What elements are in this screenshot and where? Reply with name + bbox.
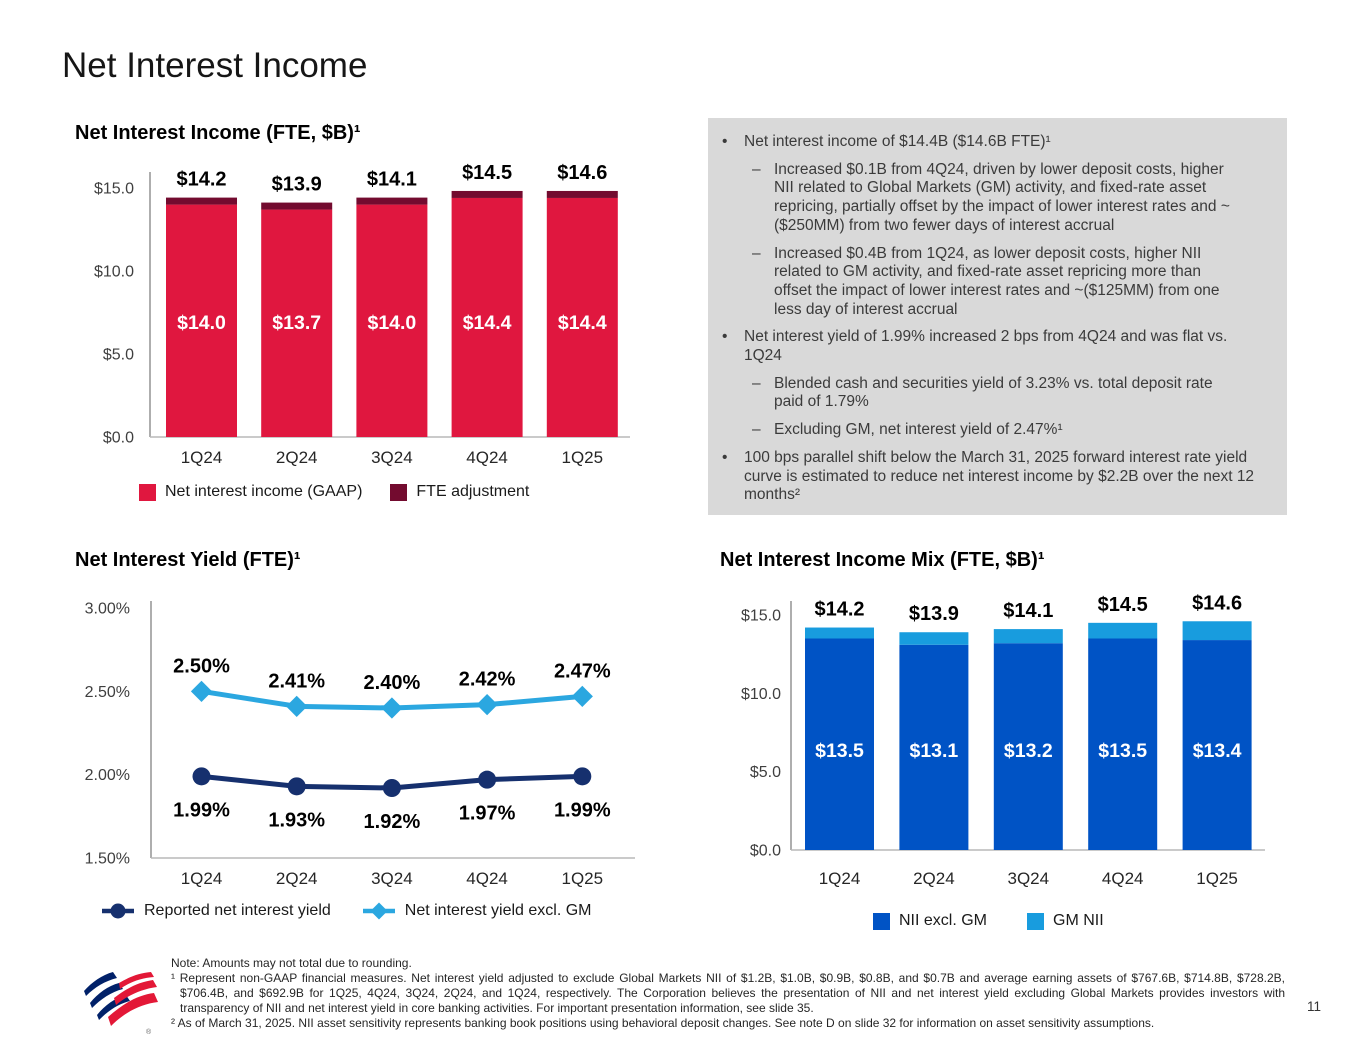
bar-segment-1Q25-s1 [547,191,618,198]
bar-total-label: $14.5 [462,161,513,184]
footnotes [171,956,1285,1031]
x-tick-label: 1Q25 [1196,869,1238,888]
y-tick-label: 2.50% [84,683,130,701]
legend-label: NII excl. GM [899,912,988,929]
legend-item [100,902,331,920]
point-label: 2.50% [173,655,230,678]
circle-legend-marker-icon [100,902,136,920]
circle-marker [193,767,211,785]
bar-total-label: $14.1 [366,168,417,191]
footnote-2: ² As of March 31, 2025. NII asset sensitivity represents banking book positions using behavioral deposit changes. See note D on slide 32 for information on asset sensitivity assumptions. [171,1016,1155,1030]
x-tick-label: 2Q24 [275,448,318,467]
diamond-marker [381,697,402,718]
legend-label: Net interest income (GAAP) [165,483,363,500]
circle-marker [288,777,306,795]
y-tick-label: $10.0 [93,263,134,281]
bullet-item [722,328,1271,365]
bar-segment-3Q24-s1 [356,198,427,205]
bar-segment-1Q24-s1 [805,628,874,639]
bar-segment-2Q24-s1 [261,203,332,210]
bar-inside-label: $14.4 [462,312,512,334]
y-tick-label: $15.0 [93,180,134,198]
legend-label: Net interest yield excl. GM [404,902,592,919]
bullet-text: Net interest income of $14.4B ($14.6B FTE)¹ [744,133,1051,150]
chart-title-net-interest-yield: Net Interest Yield (FTE)¹ [75,549,301,571]
circle-marker [383,779,401,797]
diamond-marker [191,681,212,702]
sub-bullet-item [752,245,1271,320]
point-label: 1.93% [268,809,326,832]
y-tick-label: 3.00% [84,600,130,618]
y-tick-label: $5.0 [749,764,781,782]
bullet-marker: • [722,133,728,150]
x-tick-label: 4Q24 [466,869,508,888]
bar-segment-4Q24-s1 [1088,623,1157,639]
bar-inside-label: $14.0 [177,312,226,334]
circle-marker [573,767,591,785]
footnote-note: Note: Amounts may not total due to rounding. [171,956,412,970]
bar-inside-label: $13.1 [909,740,959,762]
bar-total-label: $14.2 [176,168,227,191]
sub-bullet-item [752,375,1271,412]
logo-red-stripes [108,972,158,1026]
point-label: 2.40% [363,672,421,694]
x-tick-label: 3Q24 [371,869,413,888]
bank-of-america-logo [84,971,162,1037]
bar-total-label: $14.2 [814,598,865,621]
legend-swatch-icon [390,484,407,501]
bullet-text: Blended cash and securities yield of 3.23% vs. total deposit rate paid of 1.79% [774,374,1213,411]
x-tick-label: 2Q24 [913,869,955,888]
bullet-text: Increased $0.1B from 4Q24, driven by lower deposit costs, higher NII related to Global Markets (GM) activity, and fixed-rate asset repricing, partially offset by the impact of lower interest rates and ~($250MM) from two fewer days of interest accrual [774,160,1230,234]
bullet-text: Excluding GM, net interest yield of 2.47%¹ [774,421,1063,439]
diamond-marker [572,686,593,707]
bar-total-label: $13.9 [908,603,959,626]
legend-circle [111,904,126,919]
footnote-1: ¹ Represent non-GAAP financial measures. Net interest yield adjusted to exclude Global Markets NII of $1.2B, $1.0B, $0.9B, $0.8B, and $0.7B and average earning assets of $767.6B, $714.8B, $728.2B, $706.4B, and $692.9B for 1Q25, 4Q24, 3Q24, 2Q24, and 1Q24, respectively. The Corporation believes the presentation of NII and net interest yield excluding Global Markets provides investors with transparency of NII and net interest yield in core banking activities. For important presentation information, see slide 35. [171,971,1285,1015]
nii-mix-bar-chart [700,592,1310,925]
point-label: 1.99% [173,799,230,822]
x-tick-label: 4Q24 [1101,869,1144,888]
bar-total-label: $14.1 [1003,600,1054,623]
diamond-marker [476,694,497,715]
bar-total-label: $14.6 [557,161,608,184]
bullet-marker: • [722,328,728,346]
legend-swatch-icon [873,913,890,930]
bullet-text: 100 bps parallel shift below the March 31, 2025 forward interest rate yield curve is estimated to reduce net interest income by $2.2B over the next 12 months² [744,448,1255,504]
bar-inside-label: $14.0 [367,312,417,334]
bar-inside-label: $13.2 [1003,740,1053,762]
bar-inside-label: $13.4 [1192,740,1242,762]
bar-segment-4Q24-s1 [452,191,523,198]
nii-fte-bar-chart [60,160,660,480]
legend-label: Reported net interest yield [144,902,331,919]
legend-swatch-icon [139,484,156,501]
page-title: Net Interest Income [62,46,368,85]
bar-inside-label: $13.5 [1098,740,1148,762]
legend-label: FTE adjustment [416,483,530,500]
bullet-item [722,449,1271,505]
y-tick-label: 1.50% [84,850,130,868]
legend-swatch-icon [1027,913,1044,930]
legend-item [1027,912,1104,930]
bar-segment-2Q24-s1 [899,632,968,645]
y-tick-label: 2.00% [84,767,130,785]
legend-label: GM NII [1053,912,1104,929]
y-tick-label: $10.0 [740,685,781,703]
bar-segment-1Q25-s1 [1183,621,1252,640]
legend-item [361,902,592,920]
point-label: 1.97% [458,802,516,825]
legend-item [873,912,987,930]
x-tick-label: 1Q24 [818,869,861,888]
bar-inside-label: $13.7 [272,312,322,334]
x-tick-label: 3Q24 [371,448,413,467]
x-tick-label: 1Q25 [561,448,604,467]
bar-segment-3Q24-s1 [994,629,1063,643]
sub-bullet-item [752,421,1271,440]
bar-total-label: $13.9 [271,173,322,196]
sub-bullet-item [752,161,1271,236]
bullet-marker: • [722,448,728,466]
point-label: 2.41% [268,670,326,693]
bullet-item [722,133,1271,152]
legend-diamond [370,903,387,920]
bar-total-label: $14.6 [1192,592,1243,615]
net-interest-yield-legend [100,902,592,920]
bullet-text: Net interest yield of 1.99% increased 2 bps from 4Q24 and was flat vs. 1Q24 [744,328,1228,365]
bullet-text: Increased $0.4B from 1Q24, as lower deposit costs, higher NII related to GM activity, and fixed-rate asset repricing more than offset the impact of lower interest rates and ~($125MM) from one less day of interest accrual [774,244,1220,318]
chart-title-nii-fte: Net Interest Income (FTE, $B)¹ [75,122,361,144]
x-tick-label: 1Q24 [180,869,223,888]
bullet-marker: – [752,160,761,178]
bullet-marker: – [752,421,761,439]
point-label: 2.42% [458,668,516,691]
legend-item [139,483,362,501]
chart-title-nii-mix: Net Interest Income Mix (FTE, $B)¹ [720,549,1045,571]
nii-fte-legend [139,483,529,501]
page-number: 11 [1306,999,1321,1014]
point-label: 1.92% [363,811,421,833]
bar-total-label: $14.5 [1097,593,1148,616]
x-tick-label: 2Q24 [275,869,318,888]
circle-marker [478,771,496,789]
bullet-marker: – [752,374,761,392]
commentary-box [708,118,1287,515]
diamond-legend-marker-icon [361,902,397,920]
y-tick-label: $5.0 [102,346,134,364]
bar-inside-label: $14.4 [557,312,607,334]
bar-segment-1Q24-s1 [166,198,237,205]
nii-mix-legend [873,912,1104,930]
point-label: 1.99% [553,799,611,822]
net-interest-yield-line-chart [60,595,660,925]
y-tick-label: $0.0 [102,429,134,447]
point-label: 2.47% [553,660,611,683]
y-tick-label: $15.0 [740,607,781,625]
bullet-marker: – [752,244,761,262]
y-tick-label: $0.0 [749,842,781,860]
logo-registered-mark: ® [146,1029,152,1036]
x-tick-label: 1Q24 [180,448,223,467]
x-tick-label: 4Q24 [466,448,508,467]
x-tick-label: 1Q25 [561,869,604,888]
diamond-marker [286,696,307,717]
bar-inside-label: $13.5 [815,740,864,762]
legend-item [390,483,529,501]
x-tick-label: 3Q24 [1007,869,1050,888]
